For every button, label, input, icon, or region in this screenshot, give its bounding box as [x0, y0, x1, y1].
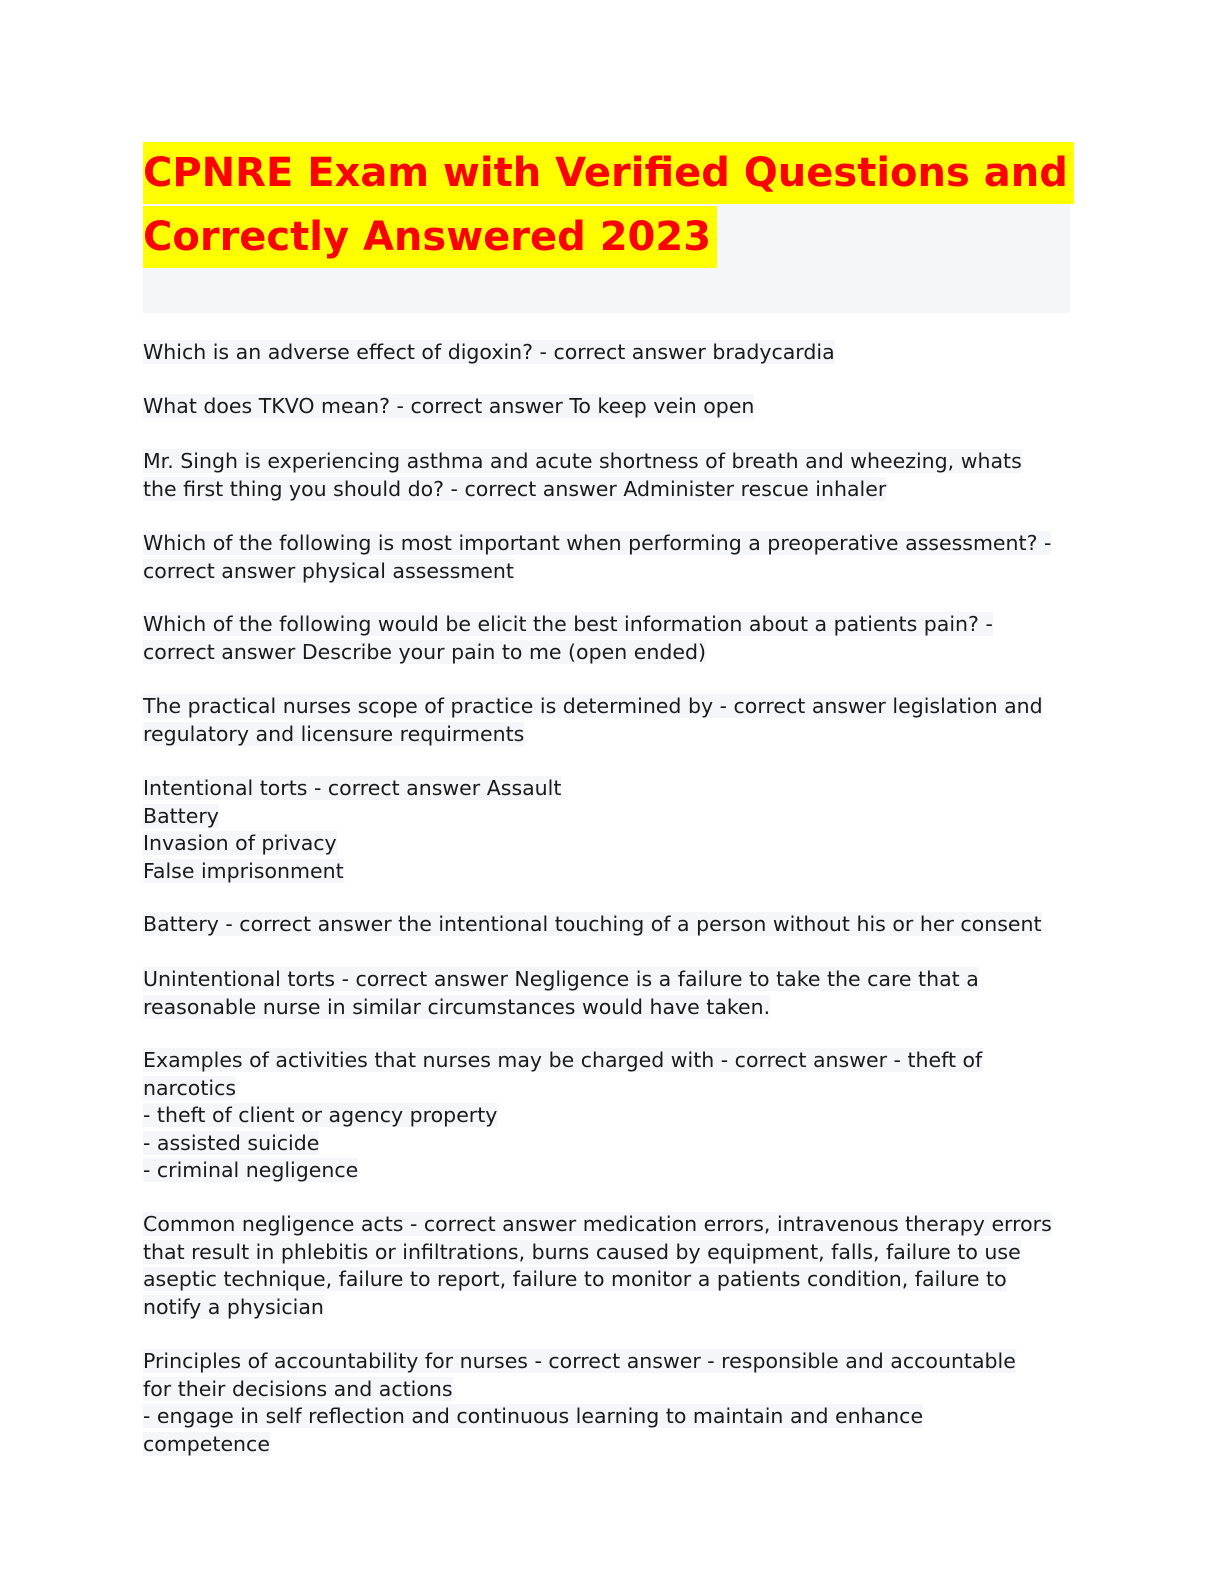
qa-line: correct answer Describe your pain to me (open ended) [143, 639, 706, 664]
qa-item-1 [143, 339, 1073, 367]
qa-line: False imprisonment [143, 858, 344, 883]
qa-item-2 [143, 393, 1073, 421]
qa-line: Invasion of privacy [143, 831, 337, 855]
qa-line: Mr. Singh is experiencing asthma and acute shortness of breath and wheezing, whats [143, 449, 1022, 473]
qa-line: Battery [143, 803, 219, 828]
qa-item-6 [143, 693, 1073, 748]
qa-line: that result in phlebitis or infiltrations, burns caused by equipment, falls, failure to use [143, 1239, 1021, 1264]
qa-item-5 [143, 611, 1073, 666]
qa-line: Unintentional torts - correct answer Negligence is a failure to take the care that a [143, 967, 979, 991]
qa-line: correct answer physical assessment [143, 558, 514, 583]
qa-line: Which is an adverse effect of digoxin? - correct answer bradycardia [143, 340, 835, 364]
qa-line: Intentional torts - correct answer Assault [143, 776, 562, 800]
qa-line: competence [143, 1431, 270, 1456]
qa-item-3 [143, 448, 1073, 503]
qa-item-11 [143, 1211, 1073, 1321]
qa-line: The practical nurses scope of practice is determined by - correct answer legislation and [143, 694, 1043, 718]
qa-line: regulatory and licensure requirments [143, 721, 525, 746]
qa-line: for their decisions and actions [143, 1376, 453, 1401]
qa-line: Examples of activities that nurses may be charged with - correct answer - theft of [143, 1048, 983, 1072]
qa-line: Which of the following would be elicit the best information about a patients pain? - [143, 612, 993, 636]
qa-line: What does TKVO mean? - correct answer To keep vein open [143, 394, 755, 418]
document-title-line-2: Correctly Answered 2023 [143, 206, 717, 268]
qa-item-7 [143, 775, 1073, 885]
qa-item-10 [143, 1047, 1073, 1185]
qa-item-8 [143, 911, 1073, 939]
qa-line: the first thing you should do? - correct answer Administer rescue inhaler [143, 476, 887, 501]
qa-line: - theft of client or agency property [143, 1103, 498, 1127]
qa-line: narcotics [143, 1075, 237, 1100]
qa-line: Common negligence acts - correct answer medication errors, intravenous therapy errors [143, 1212, 1052, 1236]
qa-item-12 [143, 1348, 1073, 1458]
qa-item-9 [143, 966, 1073, 1021]
qa-line: reasonable nurse in similar circumstances would have taken. [143, 994, 771, 1019]
qa-line: - assisted suicide [143, 1130, 320, 1155]
qa-line: notify a physician [143, 1294, 324, 1319]
qa-line: Which of the following is most important when performing a preoperative assessment? - [143, 531, 1052, 555]
qa-line: - engage in self reflection and continuous learning to maintain and enhance [143, 1404, 924, 1428]
qa-line: Principles of accountability for nurses - correct answer - responsible and accountable [143, 1349, 1016, 1373]
qa-line: - criminal negligence [143, 1158, 359, 1182]
document-title-line-1: CPNRE Exam with Verified Questions and [143, 142, 1074, 204]
qa-item-4 [143, 530, 1073, 585]
qa-line: Battery - correct answer the intentional touching of a person without his or her consent [143, 912, 1042, 936]
qa-line: aseptic technique, failure to report, failure to monitor a patients condition, failure to [143, 1267, 1007, 1291]
